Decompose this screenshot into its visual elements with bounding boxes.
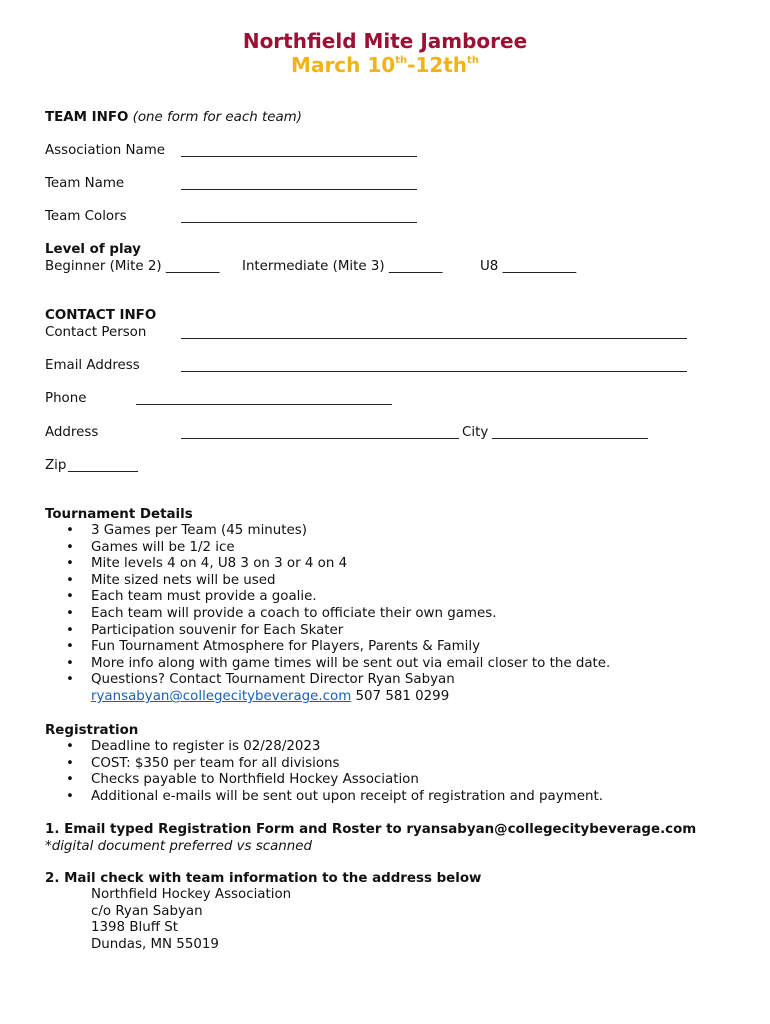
team-info-note: (one form for each team) — [132, 110, 302, 125]
step-1-instruction: 1. Email typed Registration Form and Roster to ryansabyan@collegecitybeverage.com — [45, 822, 697, 837]
list-item: • COST: $350 per team for all divisions — [45, 756, 603, 773]
zip-field[interactable] — [68, 458, 138, 472]
director-contact-line — [91, 689, 449, 706]
phone-field[interactable] — [136, 391, 392, 405]
mailing-address-line: Northfield Hockey Association — [91, 887, 292, 902]
step-1-note: *digital document preferred vs scanned — [45, 839, 313, 854]
step-2-instruction: 2. Mail check with team information to the address below — [45, 871, 482, 886]
director-email-link[interactable]: ryansabyan@collegecitybeverage.com — [91, 689, 352, 704]
date-sup-1: th — [395, 55, 408, 66]
level-intermediate-option[interactable]: Intermediate (Mite 3) ________ — [242, 259, 443, 274]
list-item: • More info along with game times will be sent out via email closer to the date. — [45, 656, 610, 673]
team-info-title: TEAM INFO — [45, 110, 129, 125]
tournament-details-heading: Tournament Details — [45, 507, 193, 522]
association-name-label: Association Name — [45, 143, 166, 158]
contact-info-heading: CONTACT INFO — [45, 308, 157, 323]
date-sup-2: th — [467, 55, 479, 66]
list-item: • Questions? Contact Tournament Director Ryan Sabyan — [45, 672, 610, 689]
email-address-label: Email Address — [45, 358, 140, 373]
level-u8-option[interactable]: U8 ___________ — [480, 259, 577, 274]
city-label: City — [462, 425, 489, 440]
level-beginner-option[interactable]: Beginner (Mite 2) ________ — [45, 259, 220, 274]
director-phone: 507 581 0299 — [355, 689, 450, 704]
city-field[interactable] — [492, 425, 648, 439]
page-title: Northfield Mite Jamboree — [242, 29, 528, 53]
event-dates — [0, 53, 770, 77]
contact-person-field[interactable] — [181, 325, 687, 339]
team-colors-field[interactable] — [181, 209, 417, 223]
level-of-play-heading: Level of play — [45, 242, 141, 257]
list-item: • Each team will provide a coach to officiate their own games. — [45, 606, 610, 623]
address-label: Address — [45, 425, 99, 440]
list-item: • Participation souvenir for Each Skater — [45, 623, 610, 640]
team-name-label: Team Name — [45, 176, 125, 191]
email-address-field[interactable] — [181, 358, 687, 372]
list-item: • Additional e-mails will be sent out upon receipt of registration and payment. — [45, 789, 603, 806]
mailing-address-line: c/o Ryan Sabyan — [91, 904, 203, 919]
list-item: • Each team must provide a goalie. — [45, 589, 610, 606]
team-colors-label: Team Colors — [45, 209, 127, 224]
tournament-details-list — [45, 523, 610, 689]
list-item: • Mite sized nets will be used — [45, 573, 610, 590]
phone-label: Phone — [45, 391, 87, 406]
address-field[interactable] — [181, 425, 459, 439]
list-item: • Fun Tournament Atmosphere for Players, Parents & Family — [45, 639, 610, 656]
mailing-address-line: 1398 Bluff St — [91, 920, 178, 935]
date-prefix: March 10 — [291, 53, 396, 77]
team-info-heading — [45, 109, 302, 126]
list-item: • Checks payable to Northfield Hockey Association — [45, 772, 603, 789]
list-item: • 3 Games per Team (45 minutes) — [45, 523, 610, 540]
zip-label: Zip — [45, 458, 67, 473]
registration-heading: Registration — [45, 723, 139, 738]
list-item: • Mite levels 4 on 4, U8 3 on 3 or 4 on 4 — [45, 556, 610, 573]
list-item: • Deadline to register is 02/28/2023 — [45, 739, 603, 756]
mailing-address-line: Dundas, MN 55019 — [91, 937, 219, 952]
association-name-field[interactable] — [181, 143, 417, 157]
contact-person-label: Contact Person — [45, 325, 147, 340]
date-mid: -12th — [407, 53, 468, 77]
team-name-field[interactable] — [181, 176, 417, 190]
registration-list — [45, 739, 603, 805]
list-item: • Games will be 1/2 ice — [45, 540, 610, 557]
